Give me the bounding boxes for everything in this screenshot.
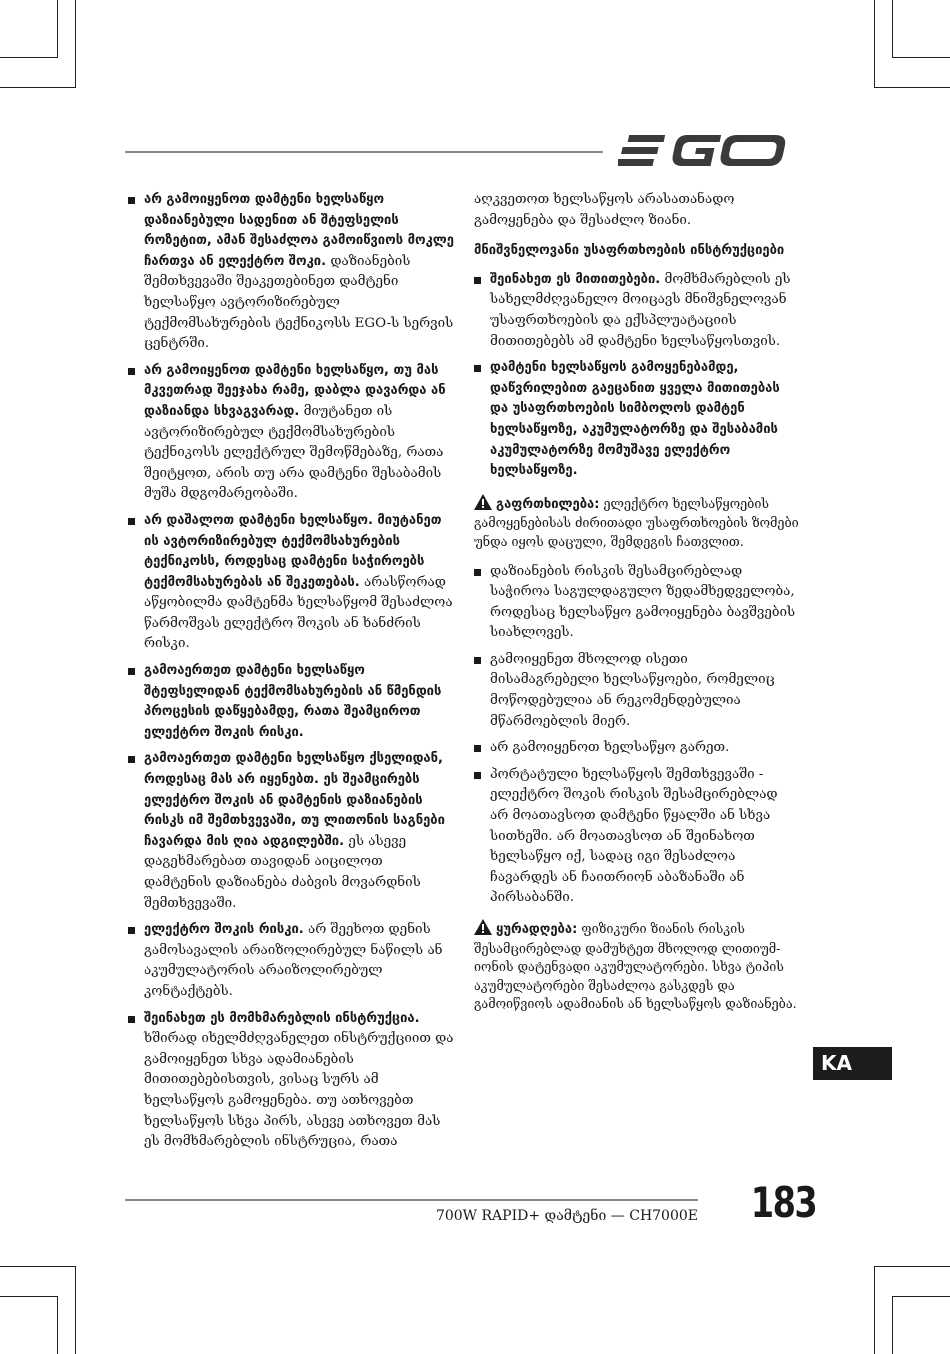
warning-block — [474, 494, 800, 552]
right-column — [474, 190, 800, 1024]
list-item — [128, 920, 454, 1002]
crop-mark — [874, 1266, 875, 1354]
list-item — [474, 562, 800, 644]
item-text: არ შეეხოთ დენის გამოსავალის არაიზოლირებულ ნაწილს ან აკუმულატორის არაიზოლირებულ კონტაქტებს. — [144, 922, 443, 999]
item-text: მიუტანეთ ის ავტორიზირებულ ტექმომსახურების ტექნიკოსს ელექტრულ შემოწმებაზე, რათა შეიტყოთ, არის თუ არა დამტენი შესაბამის მუშა მდგომარეობაში. — [144, 403, 444, 502]
bullet-icon — [128, 756, 135, 763]
item-bold-text: შეინახეთ ეს მომხმარებლის ინსტრუქცია. — [144, 1010, 420, 1026]
item-text: დაზიანების რისკის შესამცირებლად საჭიროა საგულდაგულო ზედამხედველობა, როდესაც ხელსაწყო გამოიყენება ბავშვების სიახლოვეს. — [490, 563, 796, 641]
crop-mark — [874, 87, 950, 88]
crop-mark — [0, 1296, 58, 1297]
bullet-icon — [474, 772, 481, 779]
bullet-icon — [474, 277, 481, 284]
warning-label: გაფრთხილება: — [496, 496, 600, 512]
continuation-text: აღკვეთოთ ხელსაწყოს არასათანადო გამოყენება და შესაძლო ზიანი. — [474, 192, 735, 228]
crop-mark — [57, 1296, 58, 1354]
crop-mark — [874, 1266, 950, 1267]
list-item — [128, 190, 454, 355]
footer-text: 700W RAPID+ დამტენი — CH7000E — [435, 1208, 698, 1224]
bullet-icon — [128, 668, 135, 675]
item-text: არასწორად აწყობილმა დამტენმა ხელსაწყომ შესაძლოა წარმოშვას ელექტრო შოკის ან ხანძრის რისკი. — [144, 574, 453, 652]
crop-mark — [0, 87, 76, 88]
list-item — [474, 738, 800, 759]
bullet-icon — [474, 657, 481, 664]
crop-mark — [75, 0, 76, 88]
item-text: ეს ასევე დაგეხმარებათ თავიდან აიცილოთ დამტენის დაზიანება ძაბვის მოვარდნის შემთხვევაში. — [144, 833, 421, 911]
item-bold-text: გამოაერთეთ დამტენი ხელსაწყო ქსელიდან, როდესაც მას არ იყენებთ. ეს შეამცირებს ელექტრო შოკის ან დამტენის დაზიანების რისკს იმ შემთხვევაში, თუ ლითონის საგნები ჩავარდა მის ღია ადგილებში. — [144, 751, 445, 849]
language-tab: KA — [813, 1047, 892, 1080]
caution-block — [474, 919, 800, 1014]
crop-mark — [75, 1266, 76, 1354]
bullet-icon — [128, 368, 135, 375]
list-item — [128, 1009, 454, 1153]
item-bold-text: არ დაშალოთ დამტენი ხელსაწყო. მიუტანეთ ის ავტორიზირებულ ტექმომსახურების ტექნიკოსს, როდესაც დამტენი საჭიროებს ტექმომსახურებას ან შეკეთებას. — [144, 512, 442, 590]
list-item — [128, 749, 454, 914]
footer-rule — [125, 1199, 698, 1201]
item-text: არ გამოიყენოთ ხელსაწყო გარეთ. — [490, 740, 730, 756]
caution-label: ყურადღება: — [496, 922, 578, 937]
bullet-icon — [474, 365, 481, 372]
bullet-icon — [474, 569, 481, 576]
item-bold-text: ელექტრო შოკის რისკი. — [144, 922, 304, 938]
crop-mark — [0, 57, 58, 58]
list-item — [474, 765, 800, 909]
item-text: გამოიყენეთ მხოლოდ ისეთი მისამაგრებელი ხელსაწყოები, რომელიც მოწოდებულია ან რეკომენდებულია მწარმოებლის მიერ. — [490, 651, 775, 729]
crop-mark — [892, 0, 893, 58]
bullet-icon — [128, 518, 135, 525]
bullet-icon — [128, 1016, 135, 1023]
list-item — [128, 361, 454, 505]
item-bold-text: გამოაერთეთ დამტენი ხელსაწყო შტეფსელიდან ტექმომსახურების ან წმენდის პროცესის დაწყებამდე, რათა შეამციროთ ელექტრო შოკის რისკი. — [144, 663, 442, 740]
bullet-icon — [474, 745, 481, 752]
list-item — [474, 358, 800, 482]
header-rule — [125, 151, 603, 153]
page-number: 183 — [750, 1178, 817, 1227]
list-item — [474, 650, 800, 732]
item-text: დაზიანების შემთხვევაში შეაკეთებინეთ დამტენი ხელსაწყო ავტორიზირებულ ტექმომსახურების ტექნიკოსს EGO-ს სერვის ცენტრში. — [144, 253, 454, 352]
warning-text: ელექტრო ხელსაწყოების გამოყენებისას ძირითადი უსაფრთხოების ზომები უნდა იყოს დაცული, შემდეგის ჩათვლით. — [474, 495, 799, 549]
crop-mark — [892, 1296, 893, 1354]
heading-text: მნიშვნელოვანი უსაფრთხოების ინსტრუქციები — [474, 243, 785, 259]
bullet-icon — [128, 197, 135, 204]
warning-icon — [474, 494, 492, 510]
ego-logo — [618, 131, 798, 171]
crop-mark — [0, 1266, 76, 1267]
item-bold-text: შეინახეთ ეს მითითებები. — [490, 271, 661, 287]
crop-mark — [892, 1296, 950, 1297]
crop-mark — [874, 0, 875, 88]
item-text: პორტატული ხელსაწყოს შემთხვევაში - ელექტრო შოკის რისკის შესამცირებლად არ მოათავსოთ დამტენი წყალში ან სხვა სითხეში. არ მოათავსოთ ან შეინახოთ ხელსაწყო იქ, სადაც იგი შესაძლოა ჩავარდეს ან ჩაითრიონ აბაზანაში ან პირსაბანში. — [490, 766, 778, 906]
list-item — [474, 270, 800, 352]
item-bold-text: არ გამოიყენოთ დამტენი ხელსაწყო დაზიანებული სადენით ან შტეფსელის როზეტით, ამან შესაძლოა გამოიწვიოს მოკლე ჩართვა ან ელექტრო შოკი. — [144, 192, 454, 269]
item-bold-text: დამტენი ხელსაწყოს გამოყენებამდე, დაწვრილებით გაეცანით ყველა მითითებას და უსაფრთხოების სიმბოლოს დამტენ ხელსაწყოზე, აკუმულატორზე და შესაბამის აკუმულატორზე მომუშავე ელექტრო ხელსაწყოზე. — [490, 360, 780, 479]
crop-mark — [892, 57, 950, 58]
caution-text: ფიზიკური ზიანის რისკის შესამცირებლად დამუხტეთ მხოლოდ ლითიუმ-იონის დატენვადი აკუმულატორები. სხვა ტიპის აკუმულატორები შესაძლოა გასკდეს და გამოიწვიოს ადამიანის ან ხელსაწყოს დაზიანება. — [474, 921, 797, 1012]
warning-icon — [474, 919, 492, 935]
item-bold-text: არ გამოიყენოთ დამტენი ხელსაწყო, თუ მას მკვეთრად შეეჯახა რამე, დაბლა დავარდა ან დაზიანდა სხვაგვარად. — [144, 362, 446, 419]
list-item — [128, 661, 454, 743]
item-text: მომხმარებლის ეს სახელმძღვანელო მოიცავს მნიშვნელოვან უსაფრთხოების და ექსპლუატაციის მითითებებს ამ დამტენი ხელსაწყოსთვის. — [490, 271, 791, 349]
list-item — [128, 511, 454, 655]
left-column — [128, 190, 454, 1159]
bullet-icon — [128, 927, 135, 934]
crop-mark — [57, 0, 58, 58]
item-text: ხშირად იხელმძღვანელეთ ინსტრუქციით და გამოიყენეთ სხვა ადამიანების მითითებებისთვის, ვისაც სურს ამ ხელსაწყოს გამოყენება. თუ ათხოვებთ ხელსაწყოს სხვა პირს, ასევე ათხოვეთ მას ეს მომხმარებლის ინსტრუცია, რათა — [144, 1031, 454, 1150]
section-heading — [474, 241, 800, 262]
